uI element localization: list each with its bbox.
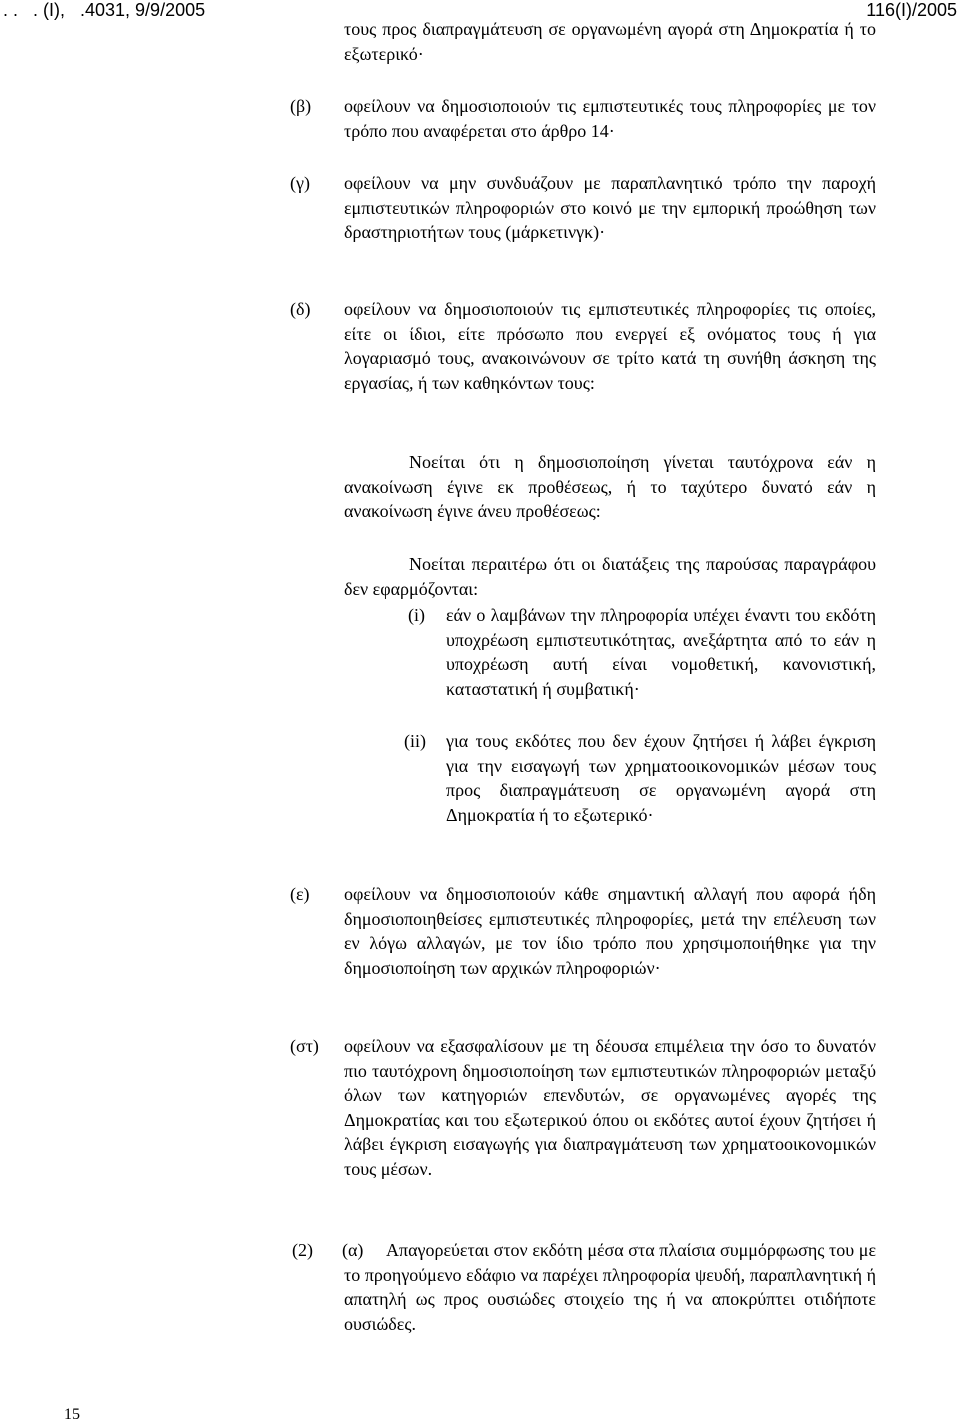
- continuation-text: τους προς διαπραγμάτευση σε οργανωμένη αγορά στη Δημοκρατία ή το εξωτερικό·: [344, 19, 876, 64]
- page-number: 15: [64, 1406, 80, 1423]
- paragraph-label-2: (2): [292, 1240, 313, 1260]
- subitem-text-ii: για τους εκδότες που δεν έχουν ζητήσει ή λάβει έγκριση για την εισαγωγή των χρηματοοικονομικών μέσων τους προς διαπραγμάτευση σε οργανωμένη αγορά στη Δημοκρατία ή το εξωτερικό·: [446, 731, 876, 825]
- item-label-c: (γ): [290, 173, 310, 193]
- item-text-e: οφείλουν να δημοσιοποιούν κάθε σημαντική αλλαγή που αφορά ήδη δημοσιοποιηθείσες εμπιστευτικές πληροφορίες, μετά την επέλευση των εν λόγω αλλαγών, με τον ίδιο τρόπο που χρησιμοποιήθηκε για την δημοσιοποίηση των αρχικών πληροφοριών·: [344, 884, 876, 978]
- proviso-note-2: Νοείται περαιτέρω ότι οι διατάξεις της παρούσας παραγράφου δεν εφαρμόζονται:: [344, 554, 876, 599]
- header-left-text: . . . (I), .4031, 9/9/2005: [3, 0, 206, 20]
- header-law-number: 116(I)/2005: [866, 0, 957, 20]
- item-label-d: (δ): [290, 299, 311, 319]
- item-label-e: (ε): [290, 884, 310, 904]
- item-label-b: (β): [290, 96, 312, 116]
- subitem-text-i: εάν ο λαμβάνων την πληροφορία υπέχει έναντι του εκδότη υποχρέωση εμπιστευτικότητας, ανεξάρτητα από το εάν η υποχρέωση αυτή είναι νομοθετική, κανονιστική, καταστατική ή συμβατική·: [446, 605, 876, 699]
- subitem-label-ii: (ii): [404, 731, 426, 751]
- item-label-st: (στ): [290, 1036, 319, 1056]
- paragraph-2-text: Απαγορεύεται στον εκδότη μέσα στα πλαίσια συμμόρφωσης του με το προηγούμενο εδάφιο να παρέχει πληροφορία ψευδή, παραπλανητική ή απατηλή ως προς ουσιώδες στοιχείο της ή να αποκρύπτει οτιδήποτε ουσιώδες.: [344, 1240, 876, 1334]
- subitem-label-i: (i): [408, 605, 425, 625]
- item-text-b: οφείλουν να δημοσιοποιούν τις εμπιστευτικές τους πληροφορίες με τον τρόπο που αναφέρεται στο άρθρο 14·: [344, 96, 876, 141]
- item-text-st: οφείλουν να εξασφαλίσουν με τη δέουσα επιμέλεια την όσο το δυνατόν πιο ταυτόχρονη δημοσιοποίηση των εμπιστευτικών πληροφοριών μεταξύ όλων των κατηγοριών επενδυτών, σε οργανωμένες αγορές της Δημοκρατίας και του εξωτερικού όπου οι εκδότες αυτοί έχουν ζητήσει ή λάβει έγκριση εισαγωγής για διαπραγμάτευση των χρηματοοικονομικών τους μέσων.: [344, 1036, 876, 1179]
- proviso-note-1: Νοείται ότι η δημοσιοποίηση γίνεται ταυτόχρονα εάν η ανακοίνωση έγινε εκ προθέσεως, ή το ταχύτερο δυνατό εάν η ανακοίνωση έγινε άνευ προθέσεως:: [344, 452, 876, 521]
- subparagraph-label-a: (α): [342, 1240, 364, 1260]
- item-text-c: οφείλουν να μην συνδυάζουν με παραπλανητικό τρόπο την παροχή εμπιστευτικών πληροφοριών στο κοινό με την εμπορική προώθηση των δραστηριοτήτων τους (μάρκετινγκ)·: [344, 173, 876, 242]
- item-text-d: οφείλουν να δημοσιοποιούν τις εμπιστευτικές πληροφορίες τις οποίες, είτε οι ίδιοι, είτε πρόσωπο που ενεργεί εξ ονόματος τους ή για λογαριασμό τους, ανακοινώνουν σε τρίτο κατά τη συνήθη άσκηση της εργασίας, ή των καθηκόντων τους:: [344, 299, 876, 393]
